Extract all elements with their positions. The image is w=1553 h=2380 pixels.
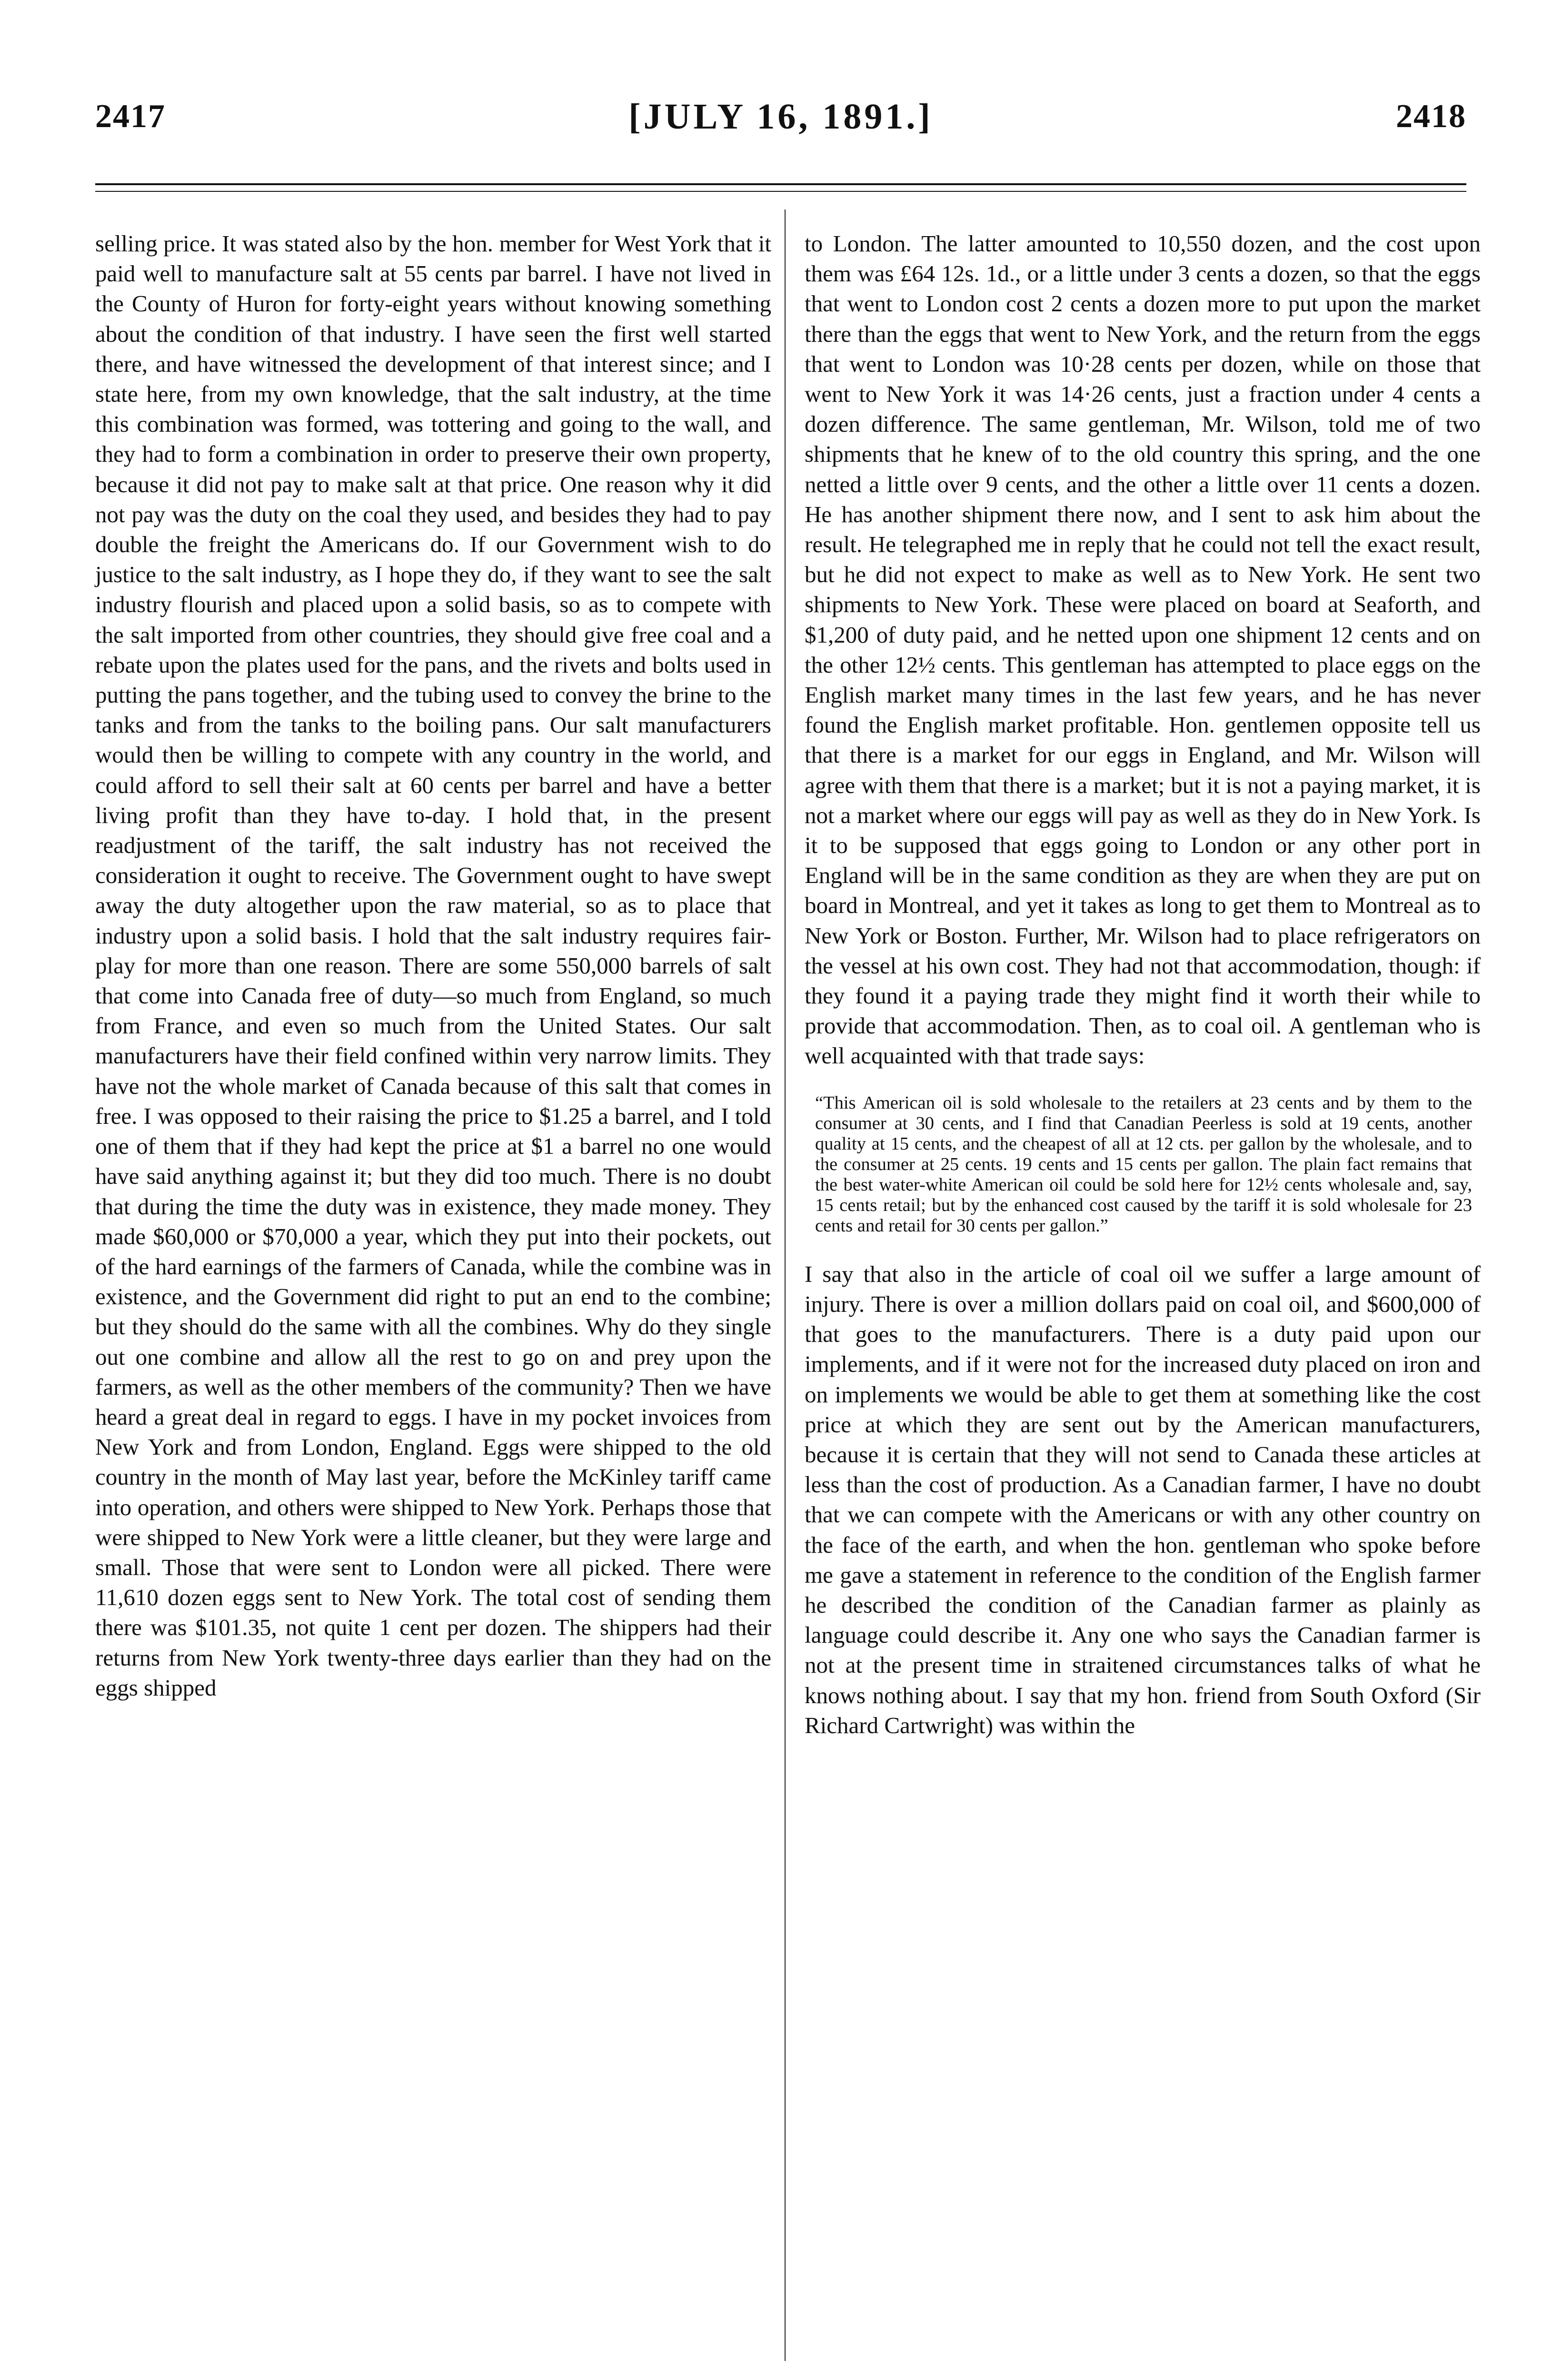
- left-column-text: selling price. It was stated also by the hon. member for West York that it paid well to manufacture salt at 55 cents par barrel. I have not lived in the County of Huron for forty-eight years without knowing something about the condition of that industry. I have seen the first well started there, and have witnessed the development of that interest since; and I state here, from my own knowledge, that the salt industry, at the time this combination was formed, was tottering and going to the wall, and they had to form a combination in order to preserve their own property, because it did not pay to make salt at that price. One reason why it did not pay was the duty on the coal they used, and besides they had to pay double the freight the Americans do. If our Government wish to do justice to the salt industry, as I hope they do, if they want to see the salt industry flourish and placed upon a solid basis, so as to compete with the salt imported from other countries, they should give free coal and a rebate upon the plates used for the pans, and the rivets and bolts used in putting the pans together, and the tubing used to convey the brine to the tanks and from the tanks to the boiling pans. Our salt manufacturers would then be willing to compete with any country in the world, and could afford to sell their salt at 60 cents per barrel and have a better living profit than they have to-day. I hold that, in the present readjustment of the tariff, the salt industry has not received the consideration it ought to receive. The Government ought to have swept away the duty altogether upon the raw material, so as to place that industry upon a solid basis. I hold that the salt industry requires fair-play for more than one reason. There are some 550,000 barrels of salt that come into Canada free of duty—so much from England, so much from France, and even so much from the United States. Our salt manufacturers have their field confined within very narrow limits. They have not the whole market of Canada because of this salt that comes in free. I was opposed to their raising the price to $1.25 a barrel, and I told one of them that if they had kept the price at $1 a barrel no one would have said anything against it; but they did too much. There is no doubt that during the time the duty was in existence, they made money. They made $60,000 or $70,000 a year, which they put into their pockets, out of the hard earnings of the farmers of Canada, while the combine was in existence, and the Government did right to put an end to the combine; but they should do the same with all the combines. Why do they single out one combine and allow all the rest to go on and prey upon the farmers, as well as the other members of the community? Then we have heard a great deal in regard to eggs. I have in my pocket invoices from New York and from London, England. Eggs were shipped to the old country in the month of May last year, before the McKinley tariff came into operation, and others were shipped to New York. Perhaps those that were shipped to New York were a little cleaner, but they were large and small. Those that were sent to London were all picked. There were 11,610 dozen eggs sent to New York. The total cost of sending them there was $101.35, not quite 1 cent per dozen. The shippers had their returns from New York twenty-three days earlier than they had on the eggs shipped: [95, 230, 771, 1701]
- page-number-right: 2418: [1396, 98, 1466, 135]
- column-divider: [785, 209, 786, 2361]
- coal-oil-quote: “This American oil is sold wholesale to the retailers at 23 cents and by them to the consumer at 30 cents, and I find that Canadian Peerless is sold at 19 cents, another quality at 15 cents, and the cheapest of all at 12 cts. per gallon by the wholesale, and to the consumer at 25 cents. 19 cents and 15 cents per gallon. The plain fact remains that the best water-white American oil could be sold here for 12½ cents wholesale and, say, 15 cents retail; but by the enhanced cost caused by the tariff it is sold wholesale for 23 cents and retail for 30 cents per gallon.”: [815, 1092, 1472, 1236]
- page-header: [95, 93, 1466, 145]
- header-rule-thin: [95, 191, 1466, 192]
- header-rule-thick: [95, 183, 1466, 185]
- right-column-text-before-quote: to London. The latter amounted to 10,550 dozen, and the cost upon them was £64 12s. 1d., or a little under 3 cents a dozen, so that the eggs that went to London cost 2 cents a dozen more to put upon the market there than the eggs that went to New York, and the return from the eggs that went to London was 10·28 cents per dozen, while on those that went to New York it was 14·26 cents, just a fraction under 4 cents a dozen difference. The same gentleman, Mr. Wilson, told me of two shipments that he knew of to the old country this spring, and the one netted a little over 9 cents, and the other a little over 11 cents a dozen. He has another shipment there now, and I sent to ask him about the result. He telegraphed me in reply that he could not tell the exact result, but he did not expect to make as well as to New York. He sent two shipments to New York. These were placed on board at Seaforth, and $1,200 of duty paid, and he netted upon one shipment 12 cents and on the other 12½ cents. This gentleman has attempted to place eggs on the English market many times in the last few years, and he has never found the English market profitable. Hon. gentlemen opposite tell us that there is a market for our eggs in England, and Mr. Wilson will agree with them that there is a market; but it is not a paying market, it is not a market where our eggs will pay as well as they do in New York. Is it to be supposed that eggs going to London or any other port in England will be in the same condition as they are when they are put on board in Montreal, and yet it takes as long to get them to Montreal as to New York or Boston. Further, Mr. Wilson had to place refrigerators on the vessel at his own cost. They had not that accommodation, though: if they found it a paying trade they might find it worth their while to provide that accommodation. Then, as to coal oil. A gentleman who is well acquainted with that trade says:: [805, 230, 1481, 1069]
- right-column: [805, 228, 1481, 1740]
- page-number-left: 2417: [95, 98, 166, 135]
- right-column-text-after-quote: I say that also in the article of coal oil we suffer a large amount of injury. There is over a million dollars paid on coal oil, and $600,000 of that goes to the manufacturers. There is a duty paid upon our implements, and if it were not for the increased duty placed on iron and on implements we would be able to get them at something like the cost price at which they are sent out by the American manufacturers, because it is certain that they will not send to Canada these articles at less than the cost of production. As a Canadian farmer, I have no doubt that we can compete with the Americans or with any other country on the face of the earth, and when the hon. gentleman who spoke before me gave a statement in reference to the condition of the English farmer he described the condition of the Canadian farmer as plainly as language could describe it. Any one who says the Canadian farmer is not at the present time in straitened circumstances talks of what he knows nothing about. I say that my hon. friend from South Oxford (Sir Richard Cartwright) was within the: [805, 1260, 1481, 1738]
- page-date: [JULY 16, 1891.]: [628, 97, 933, 137]
- left-column: [95, 228, 771, 1703]
